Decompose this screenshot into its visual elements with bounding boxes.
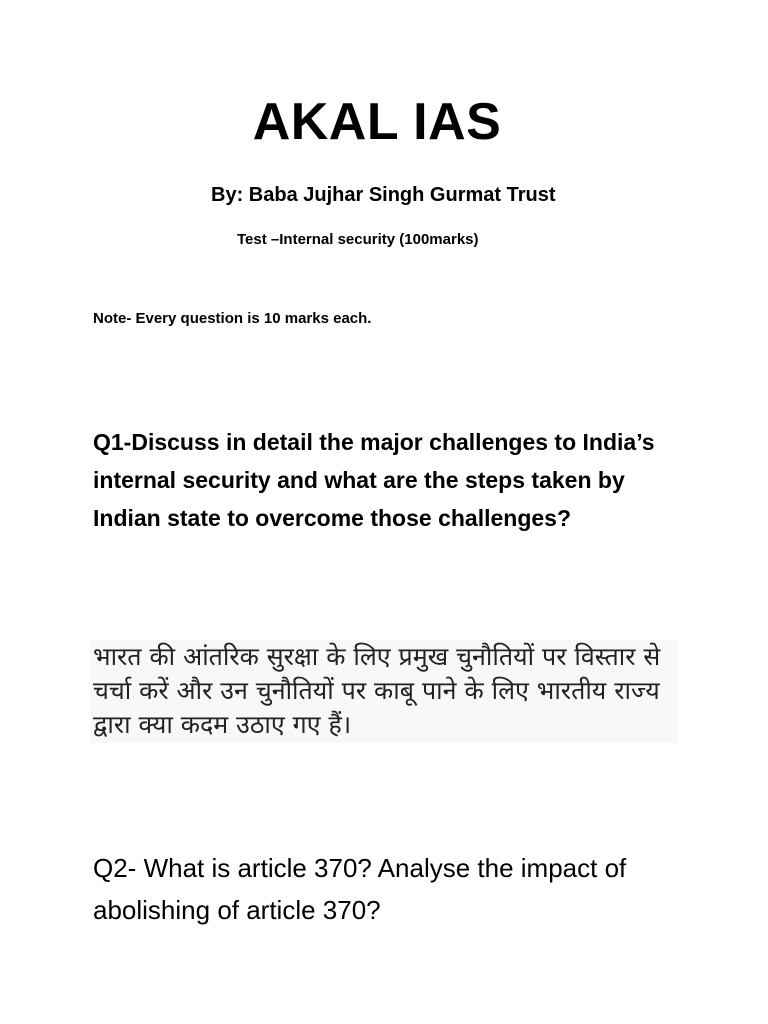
question-1-hindi: भारत की आंतरिक सुरक्षा के लिए प्रमुख चुनौतियों पर विस्तार से चर्चा करें और उन चुनौतियों पर काबू पाने के लिए भारतीय राज्य द्वारा क्या कदम उठाए गए हैं।	[93, 642, 661, 739]
question-2: Q2- What is article 370? Analyse the impact of abolishing of article 370?	[93, 853, 627, 925]
byline: By: Baba Jujhar Singh Gurmat Trust	[211, 184, 556, 206]
page-title: AKAL IAS	[252, 93, 502, 151]
marks-note: Note- Every question is 10 marks each.	[93, 310, 372, 327]
question-1: Q1-Discuss in detail the major challenges to India’s internal security and what are the steps taken by Indian state to overcome those challenges?	[93, 429, 655, 531]
test-subtitle: Test –Internal security (100marks)	[237, 231, 479, 248]
